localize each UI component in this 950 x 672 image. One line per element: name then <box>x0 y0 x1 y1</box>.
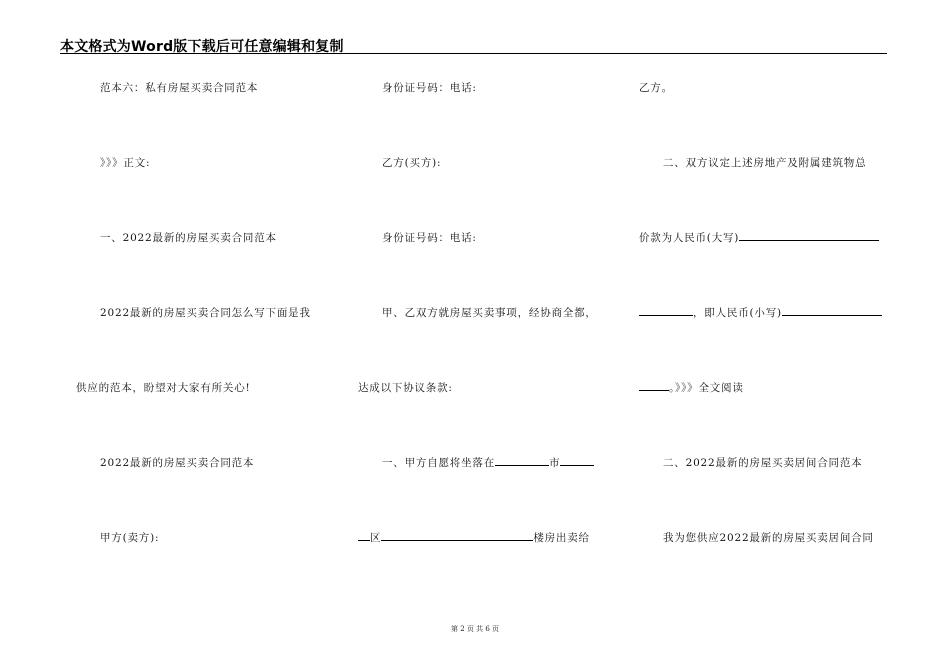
left-line-6: 2022最新的房屋买卖合同范本 <box>100 457 255 469</box>
blank-price-number <box>782 305 882 316</box>
left-line-1: 范本六：私有房屋买卖合同范本 <box>100 82 259 94</box>
middle-line-6 <box>382 455 594 470</box>
blank-price-words-cont <box>639 305 693 316</box>
left-line-4: 2022最新的房屋买卖合同怎么写下面是我 <box>100 307 311 319</box>
right-line-4 <box>639 305 882 320</box>
blank-city-after <box>560 455 594 466</box>
right-line-5 <box>639 380 744 395</box>
middle-line-6-text-a: 一、甲方自愿将坐落在 <box>382 457 495 469</box>
right-line-3-text: 价款为人民币(大写) <box>639 232 740 244</box>
header-divider <box>60 53 887 54</box>
blank-price-end <box>639 380 669 391</box>
middle-line-3: 身份证号码：电话: <box>382 232 477 244</box>
right-line-1: 乙方。 <box>639 82 673 94</box>
blank-city <box>495 455 549 466</box>
middle-line-2: 乙方(买方): <box>382 157 442 169</box>
middle-line-7-text-a: 区 <box>370 532 382 544</box>
left-line-3: 一、2022最新的房屋买卖合同范本 <box>100 232 277 244</box>
right-line-2: 二、双方议定上述房地产及附属建筑物总 <box>663 157 867 169</box>
middle-line-4: 甲、乙双方就房屋买卖事项，经协商全都， <box>382 307 597 319</box>
read-full-link[interactable]: 。》》》全文阅读 <box>669 382 744 394</box>
blank-district-prefix <box>358 530 370 541</box>
middle-line-1: 身份证号码：电话: <box>382 82 477 94</box>
right-line-3 <box>639 230 879 245</box>
right-line-7: 我为您供应2022最新的房屋买卖居间合同 <box>663 532 874 544</box>
left-line-7: 甲方(卖方): <box>100 532 160 544</box>
page-header-title: 本文格式为Word版下载后可任意编辑和复制 <box>60 39 344 55</box>
page-footer-number: 第 2 页 共 6 页 <box>450 625 500 633</box>
middle-line-7 <box>358 530 590 545</box>
left-line-5: 供应的范本，盼望对大家有所关心! <box>76 382 251 394</box>
blank-address <box>381 530 533 541</box>
right-line-6: 二、2022最新的房屋买卖居间合同范本 <box>663 457 863 469</box>
middle-line-5: 达成以下协议条款: <box>358 382 453 394</box>
left-line-2: 》》》正文: <box>100 157 151 169</box>
middle-line-7-text-b: 楼房出卖给 <box>533 532 590 544</box>
middle-line-6-text-b: 市 <box>549 457 561 469</box>
blank-price-words <box>739 230 879 241</box>
right-line-4-text: ，即人民币(小写) <box>693 307 782 319</box>
